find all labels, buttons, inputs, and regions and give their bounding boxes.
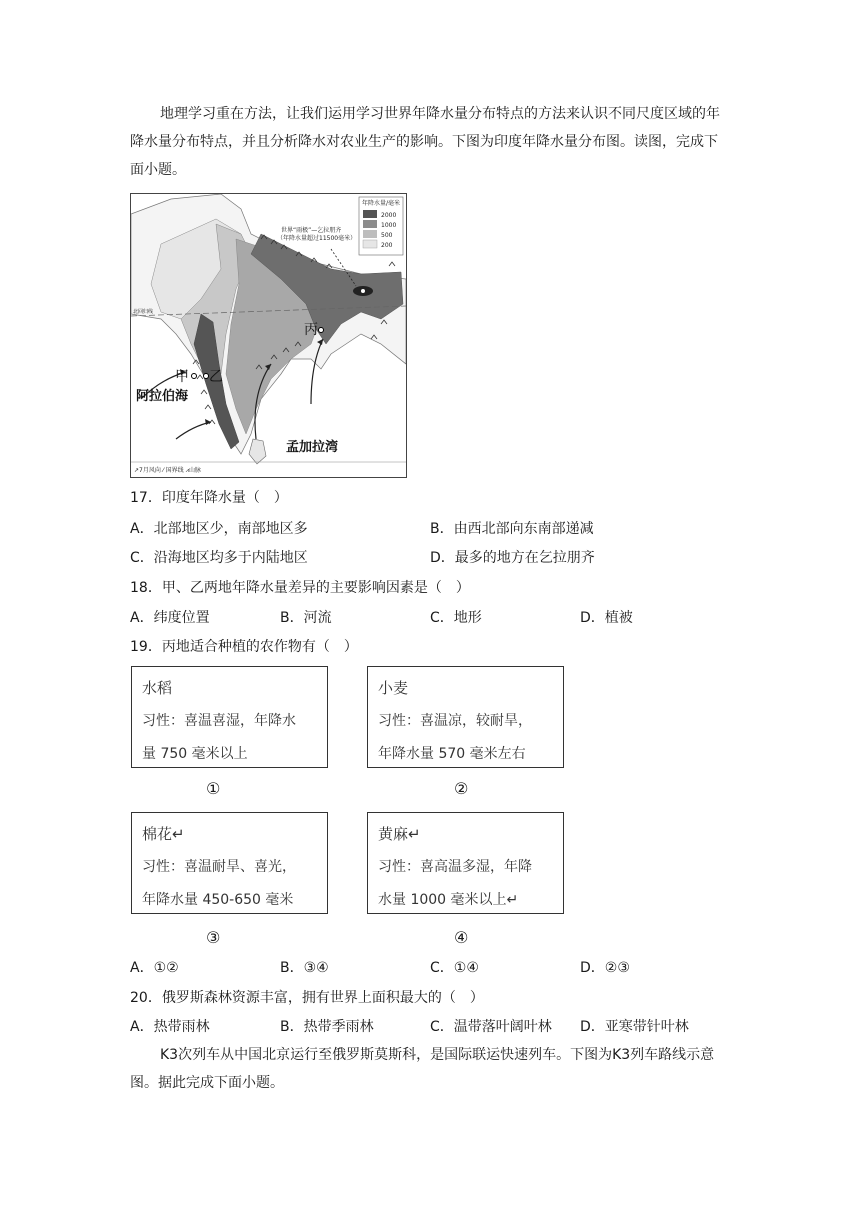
q17-option-a[interactable]: A．北部地区少，南部地区多 — [130, 521, 308, 537]
crop-name: 小麦 — [378, 679, 409, 697]
outro-paragraph: K3次列车从中国北京运行至俄罗斯莫斯科，是国际联运快速列车。下图为K3列车路线示意图。据此完成下面小题。 — [130, 1047, 715, 1091]
label-jia: 甲 — [175, 369, 189, 385]
label-bay-of-bengal: 孟加拉湾 — [286, 440, 339, 455]
legend-title: 年降水量/毫米 — [362, 200, 401, 207]
card-number-3: ③ — [206, 928, 221, 947]
q18-option-a[interactable]: A．纬度位置 — [130, 610, 210, 626]
crop-card-jute — [367, 812, 564, 914]
q18-stem: 18．甲、乙两地年降水量差异的主要影响因素是（ ） — [130, 580, 470, 596]
india-map-svg — [131, 194, 406, 477]
q18-option-b[interactable]: B．河流 — [280, 610, 332, 626]
tropic-label: 北回归线 — [133, 309, 154, 315]
q18-option-c[interactable]: C．地形 — [430, 610, 482, 626]
label-bing: 丙 — [304, 322, 318, 338]
q19-option-a[interactable]: A．①② — [130, 960, 179, 976]
q20-option-d[interactable]: D．亚寒带针叶林 — [580, 1019, 689, 1035]
crop-line1: 习性：喜高温多湿，年降 — [378, 859, 532, 875]
crop-line2: 量 750 毫米以上 — [142, 746, 248, 762]
q20-stem: 20．俄罗斯森林资源丰富，拥有世界上面积最大的（ ） — [130, 990, 484, 1006]
q17-option-b[interactable]: B．由西北部向东南部递减 — [430, 521, 594, 537]
q20-option-b[interactable]: B．热带季雨林 — [280, 1019, 374, 1035]
q19-option-b[interactable]: B．③④ — [280, 960, 329, 976]
crop-line2: 年降水量 570 毫米左右 — [378, 746, 526, 762]
crop-card-rice — [131, 666, 328, 768]
legend-value-200: 200 — [381, 242, 393, 249]
q17-option-d[interactable]: D．最多的地方在乞拉朋齐 — [430, 550, 595, 566]
crop-line2: 年降水量 450-650 毫米 — [142, 892, 294, 908]
crop-name: 水稻 — [142, 679, 173, 697]
card-number-4: ④ — [454, 928, 469, 947]
q19-option-d[interactable]: D．②③ — [580, 960, 630, 976]
crop-line2: 水量 1000 毫米以上↵ — [378, 892, 519, 908]
crop-card-cotton — [131, 812, 328, 914]
q19-option-c[interactable]: C．①④ — [430, 960, 479, 976]
card-number-1: ① — [206, 779, 221, 798]
label-yi: 乙 — [209, 369, 223, 385]
intro-paragraph: 地理学习重在方法，让我们运用学习世界年降水量分布特点的方法来认识不同尺度区域的年降水量分布特点，并且分析降水对农业生产的影响。下图为印度年降水量分布图。读图，完成下面小题。 — [130, 106, 720, 178]
callout-line2: （年降水量超过11500毫米） — [277, 235, 357, 242]
q19-stem: 19．丙地适合种植的农作物有（ ） — [130, 639, 358, 655]
card-number-2: ② — [454, 779, 469, 798]
legend-value-500: 500 — [381, 232, 393, 239]
map-bottom-legend: ↗7月风向 ⁄ 国界线 ⩘山脉 — [134, 467, 201, 474]
q17-stem: 17．印度年降水量（ ） — [130, 490, 288, 506]
crop-line1: 习性：喜温凉，较耐旱， — [378, 713, 532, 729]
crop-line1: 习性：喜温耐旱、喜光， — [142, 859, 296, 875]
q20-option-c[interactable]: C．温带落叶阔叶林 — [430, 1019, 552, 1035]
label-arabian-sea: 阿拉伯海 — [136, 389, 189, 404]
q20-option-a[interactable]: A．热带雨林 — [130, 1019, 210, 1035]
callout-line1: 世界“雨极”—乞拉朋齐 — [281, 227, 342, 234]
crop-name: 黄麻↵ — [378, 825, 421, 843]
q18-option-d[interactable]: D．植被 — [580, 610, 633, 626]
q17-option-c[interactable]: C．沿海地区均多于内陆地区 — [130, 550, 308, 566]
india-rainfall-map — [130, 193, 407, 478]
legend-value-2000: 2000 — [381, 212, 397, 219]
crop-name: 棉花↵ — [142, 825, 185, 843]
crop-card-wheat — [367, 666, 564, 768]
crop-line1: 习性：喜温喜湿，年降水 — [142, 713, 296, 729]
legend-value-1000: 1000 — [381, 222, 397, 229]
